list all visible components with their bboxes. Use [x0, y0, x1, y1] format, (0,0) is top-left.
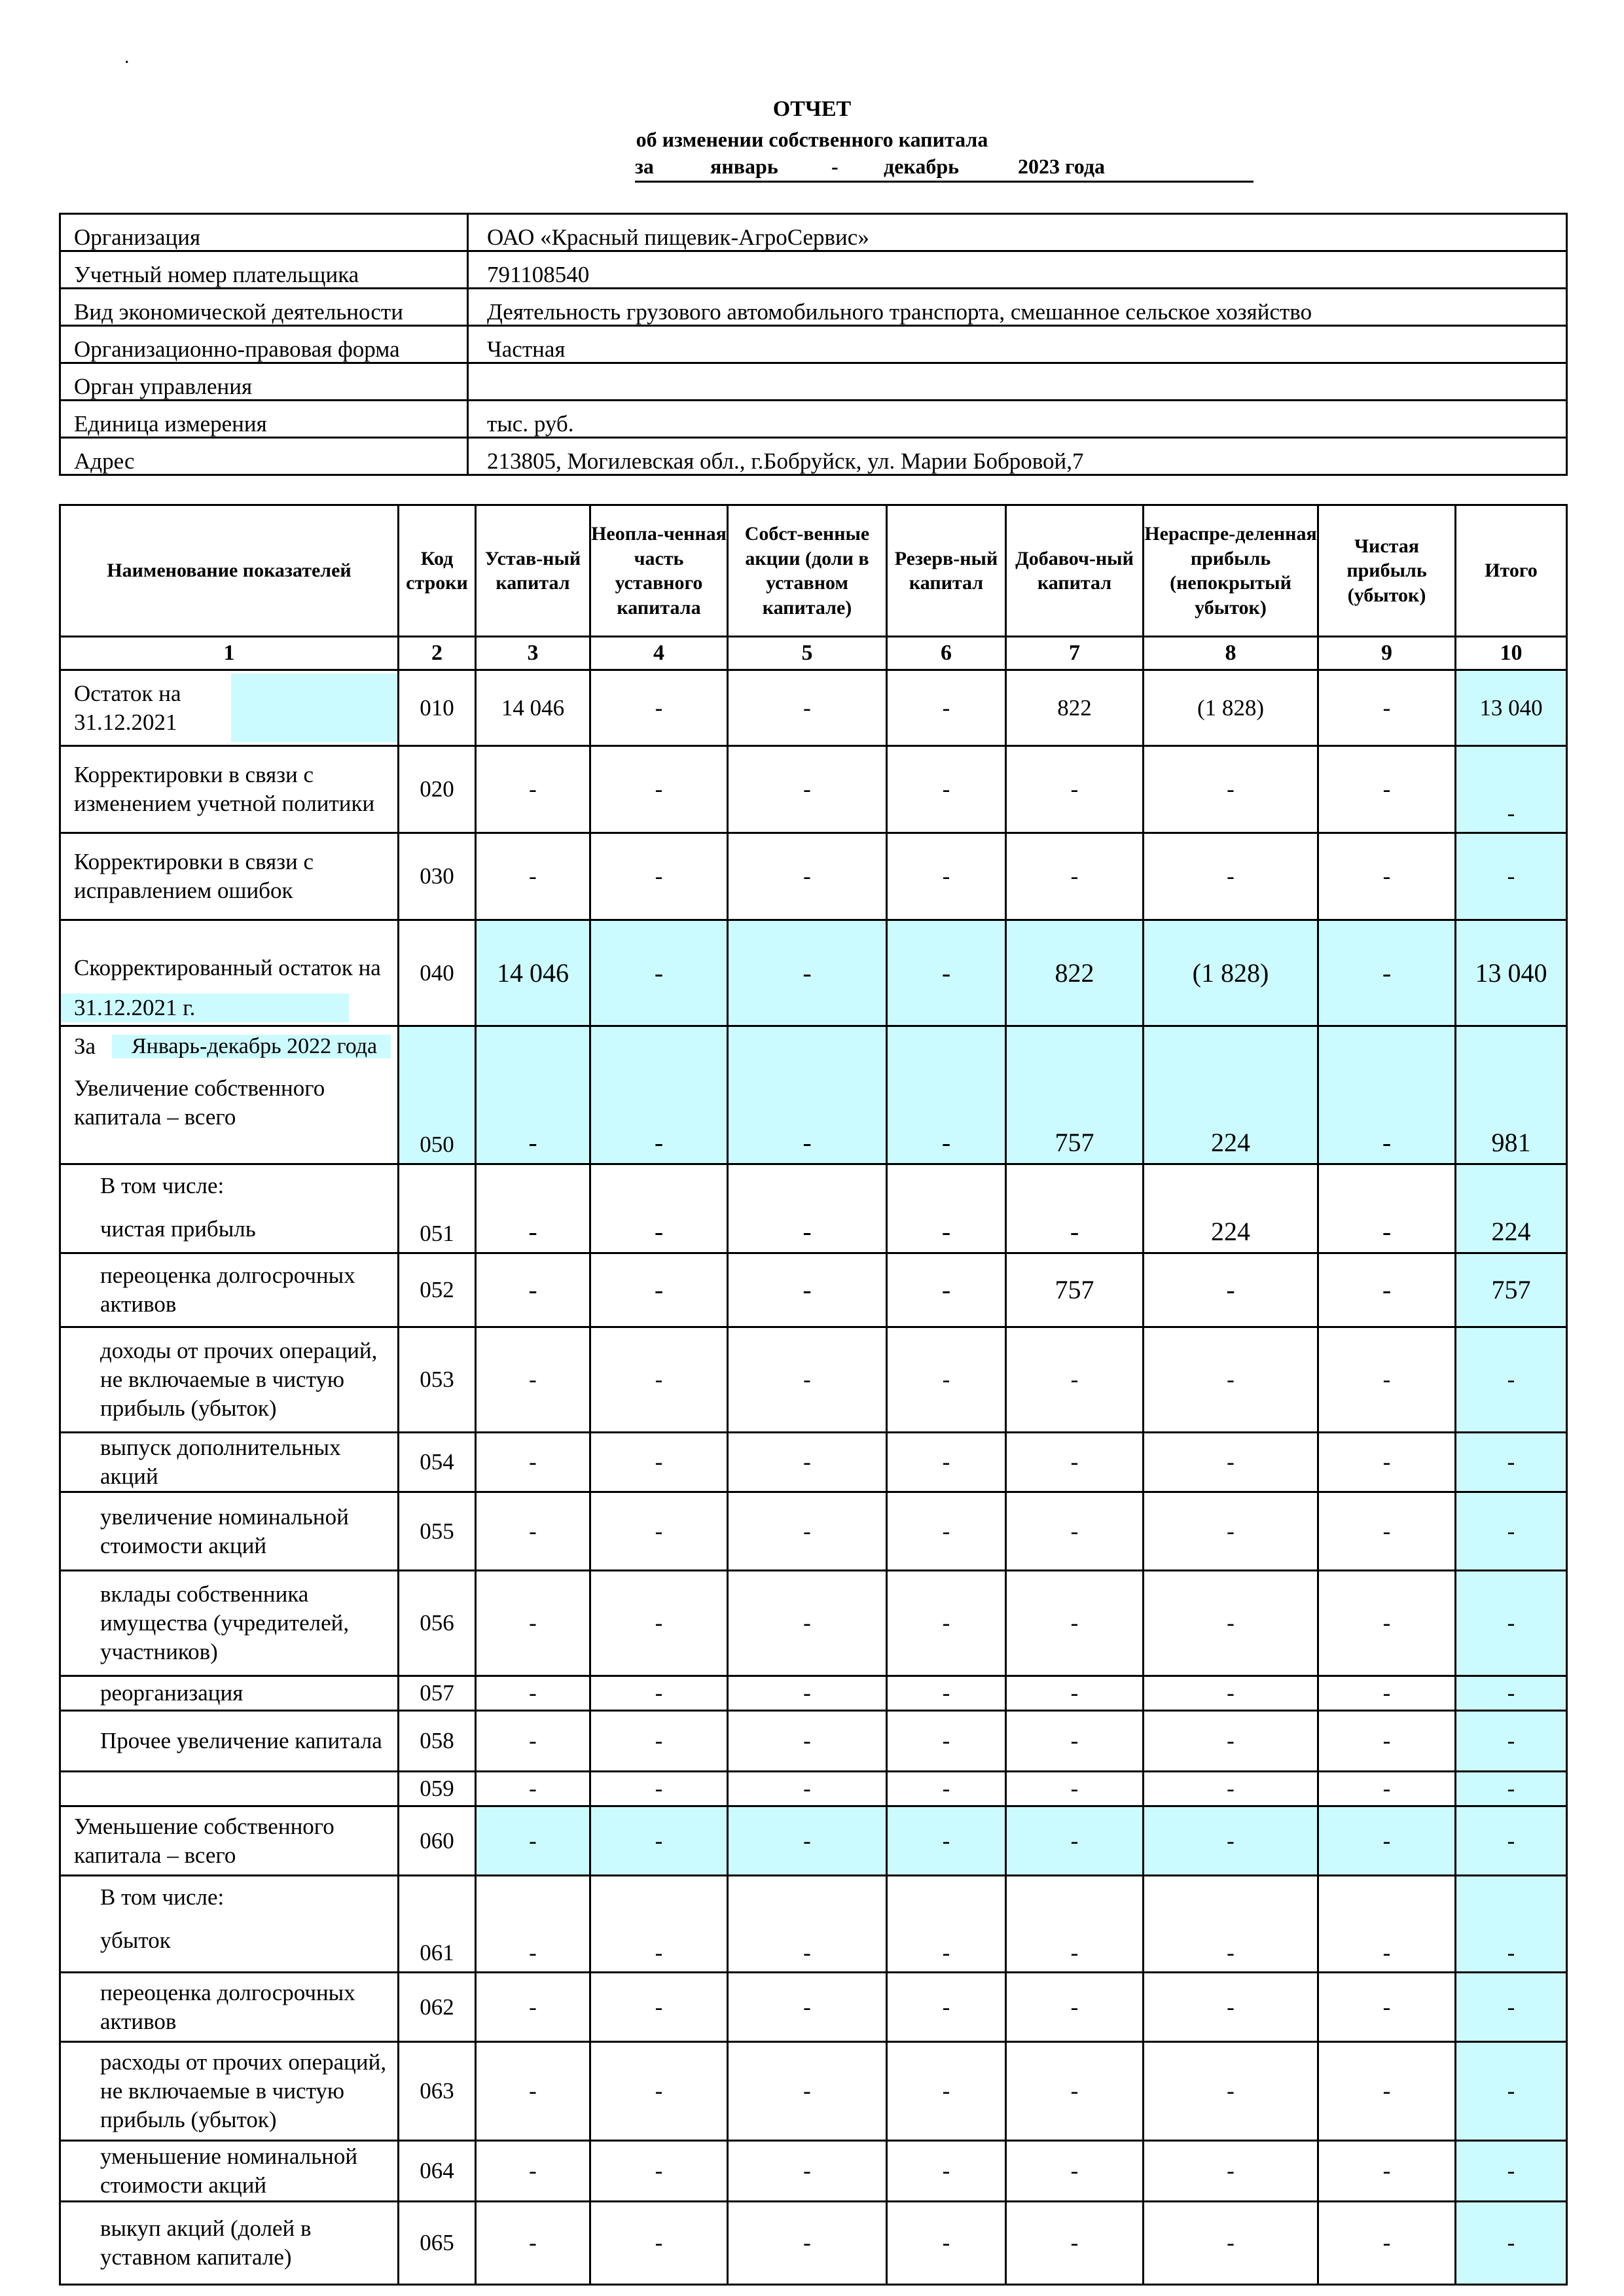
- value-cell: -: [887, 1433, 1006, 1492]
- value-cell: -: [728, 1772, 887, 1806]
- value-cell: -: [1144, 1327, 1318, 1433]
- value-cell: -: [1456, 2042, 1567, 2141]
- value-cell: 224: [1456, 1164, 1567, 1253]
- value-cell: -: [590, 746, 728, 833]
- value-cell: -: [590, 1492, 728, 1571]
- value-cell: -: [476, 2202, 590, 2285]
- row-name: [60, 1772, 399, 1806]
- column-number: 3: [476, 637, 590, 670]
- value-cell: -: [728, 1973, 887, 2042]
- table-row: [60, 1026, 1567, 1164]
- value-cell: -: [728, 1806, 887, 1876]
- column-header: Устав-ный капитал: [476, 505, 590, 637]
- value-cell: 822: [1006, 670, 1144, 746]
- column-header: Итого: [1456, 505, 1567, 637]
- value-cell: -: [1006, 2202, 1144, 2285]
- row-code: 062: [399, 1973, 476, 2042]
- row-name: [60, 1026, 399, 1164]
- period-to: декабрь: [884, 154, 960, 178]
- info-row: [60, 326, 1567, 363]
- period-prefix: за: [635, 154, 654, 178]
- value-cell: -: [887, 833, 1006, 920]
- value-cell: -: [476, 1253, 590, 1327]
- row-code: 065: [399, 2202, 476, 2285]
- value-cell: -: [476, 2042, 590, 2141]
- value-cell: -: [1456, 1492, 1567, 1571]
- value-cell: -: [1318, 1676, 1456, 1711]
- table-row: [60, 1772, 1567, 1806]
- row-code: 054: [399, 1433, 476, 1492]
- value-cell: -: [1144, 2202, 1318, 2285]
- table-row: [60, 1876, 1567, 1973]
- value-cell: 14 046: [476, 920, 590, 1026]
- value-cell: -: [1006, 1571, 1144, 1676]
- row-code: 063: [399, 2042, 476, 2141]
- info-row: [60, 289, 1567, 326]
- row-name: уменьшение номинальной стоимости акций: [60, 2141, 399, 2202]
- column-number: 8: [1144, 637, 1318, 670]
- column-header: Код строки: [399, 505, 476, 637]
- value-cell: -: [1318, 1711, 1456, 1772]
- value-cell: -: [1318, 746, 1456, 833]
- value-cell: -: [1006, 1492, 1144, 1571]
- value-cell: -: [728, 2042, 887, 2141]
- value-cell: -: [1144, 1711, 1318, 1772]
- row-intro: В том числе:: [100, 1173, 225, 1198]
- value-cell: -: [1318, 920, 1456, 1026]
- value-cell: -: [1318, 1571, 1456, 1676]
- value-cell: -: [1144, 1676, 1318, 1711]
- value-cell: -: [1318, 1492, 1456, 1571]
- info-value: тыс. руб.: [468, 401, 1567, 438]
- table-row: [60, 670, 1567, 746]
- value-cell: -: [1144, 1253, 1318, 1327]
- row-name: выкуп акций (долей в уставном капитале): [60, 2202, 399, 2285]
- row-name: переоценка долгосрочных активов: [60, 1253, 399, 1327]
- row-name: [60, 1164, 399, 1253]
- table-row: [60, 2141, 1567, 2202]
- value-cell: -: [476, 2141, 590, 2202]
- row-name-label: [61, 671, 231, 745]
- period-dash: -: [831, 154, 839, 178]
- value-cell: (1 828): [1144, 920, 1318, 1026]
- row-code: 020: [399, 746, 476, 833]
- value-cell: -: [1456, 1806, 1567, 1876]
- value-cell: -: [590, 1876, 728, 1973]
- row-name-text: Увеличение собственного капитала – всего: [74, 1075, 325, 1130]
- row-code: 055: [399, 1492, 476, 1571]
- row-name: реорганизация: [60, 1676, 399, 1711]
- row-name: увеличение номинальной стоимости акций: [60, 1492, 399, 1571]
- value-cell: -: [1318, 1164, 1456, 1253]
- value-cell: 757: [1006, 1253, 1144, 1327]
- value-cell: 14 046: [476, 670, 590, 746]
- column-number-row: [60, 637, 1567, 670]
- row-name-date: 31.12.2021 г.: [61, 994, 349, 1022]
- period-prefix: За: [74, 1033, 96, 1059]
- value-cell: -: [1318, 1327, 1456, 1433]
- value-cell: -: [728, 1876, 887, 1973]
- value-cell: -: [1318, 2202, 1456, 2285]
- row-code: 061: [399, 1876, 476, 1973]
- row-name-wrap: [61, 671, 397, 745]
- value-cell: -: [476, 1433, 590, 1492]
- value-cell: 13 040: [1456, 920, 1567, 1026]
- value-cell: -: [1006, 746, 1144, 833]
- table-row: [60, 1973, 1567, 2042]
- value-cell: -: [476, 1711, 590, 1772]
- info-label: Адрес: [60, 438, 468, 475]
- value-cell: -: [476, 1327, 590, 1433]
- period-value: Январь-декабрь 2022 года: [112, 1035, 391, 1058]
- value-cell: -: [887, 1571, 1006, 1676]
- value-cell: -: [1456, 2141, 1567, 2202]
- row-name: Уменьшение собственного капитала – всего: [60, 1806, 399, 1876]
- value-cell: -: [1318, 833, 1456, 920]
- row-name-part: Скорректированный остаток на: [74, 954, 381, 980]
- table-row: [60, 1711, 1567, 1772]
- column-number: 6: [887, 637, 1006, 670]
- value-cell: -: [1006, 1433, 1144, 1492]
- equity-changes-table: [59, 504, 1568, 2286]
- row-code: 056: [399, 1571, 476, 1676]
- value-cell: -: [1318, 1026, 1456, 1164]
- value-cell: -: [1456, 1772, 1567, 1806]
- value-cell: -: [728, 1433, 887, 1492]
- value-cell: -: [728, 1571, 887, 1676]
- value-cell: -: [1318, 1973, 1456, 2042]
- info-label: Орган управления: [60, 363, 468, 401]
- row-code: 053: [399, 1327, 476, 1433]
- value-cell: -: [728, 1164, 887, 1253]
- value-cell: -: [590, 1772, 728, 1806]
- value-cell: -: [887, 1327, 1006, 1433]
- value-cell: -: [887, 1711, 1006, 1772]
- value-cell: -: [1144, 1876, 1318, 1973]
- row-code: 057: [399, 1676, 476, 1711]
- value-cell: -: [728, 1253, 887, 1327]
- info-value: Частная: [468, 326, 1567, 363]
- info-label: Вид экономической деятельности: [60, 289, 468, 326]
- value-cell: -: [1318, 1433, 1456, 1492]
- value-cell: -: [887, 2042, 1006, 2141]
- value-cell: -: [476, 1806, 590, 1876]
- value-cell: -: [728, 746, 887, 833]
- row-name: вклады собственника имущества (учредителей, участников): [60, 1571, 399, 1676]
- info-row: [60, 214, 1567, 251]
- row-code: 040: [399, 920, 476, 1026]
- column-header: Нераспре-деленная прибыль (непокрытый убыток): [1144, 505, 1318, 637]
- info-row: [60, 251, 1567, 289]
- report-subtitle: об изменении собственного капитала: [636, 128, 988, 151]
- value-cell: -: [1006, 2042, 1144, 2141]
- value-cell: -: [887, 670, 1006, 746]
- value-cell: -: [1144, 1973, 1318, 2042]
- row-name: [60, 920, 399, 1026]
- info-value: 791108540: [468, 251, 1567, 289]
- value-cell: -: [1456, 833, 1567, 920]
- value-cell: 224: [1144, 1026, 1318, 1164]
- value-cell: -: [1144, 1806, 1318, 1876]
- value-cell: -: [728, 670, 887, 746]
- info-row: [60, 438, 1567, 475]
- table-row: [60, 1806, 1567, 1876]
- row-code: 064: [399, 2141, 476, 2202]
- value-cell: -: [590, 2042, 728, 2141]
- value-cell: 224: [1144, 1164, 1318, 1253]
- value-cell: -: [1144, 1492, 1318, 1571]
- value-cell: -: [476, 1876, 590, 1973]
- table-row: [60, 2202, 1567, 2285]
- info-row: [60, 363, 1567, 401]
- row-code: 050: [399, 1026, 476, 1164]
- column-number: 2: [399, 637, 476, 670]
- value-cell: -: [728, 1676, 887, 1711]
- value-cell: -: [1144, 1571, 1318, 1676]
- value-cell: -: [887, 1876, 1006, 1973]
- value-cell: -: [476, 746, 590, 833]
- value-cell: -: [590, 2202, 728, 2285]
- value-cell: -: [590, 2141, 728, 2202]
- row-code: 030: [399, 833, 476, 920]
- report-title: ОТЧЕТ: [772, 97, 852, 121]
- column-header: Неопла-ченная часть уставного капитала: [590, 505, 728, 637]
- value-cell: -: [1006, 1164, 1144, 1253]
- table-row: [60, 920, 1567, 1026]
- row-name: Прочее увеличение капитала: [60, 1711, 399, 1772]
- value-cell: -: [728, 833, 887, 920]
- value-cell: -: [1006, 1806, 1144, 1876]
- value-cell: -: [1144, 2042, 1318, 2141]
- value-cell: -: [887, 1026, 1006, 1164]
- table-row: [60, 746, 1567, 833]
- info-row: [60, 401, 1567, 438]
- column-header: Добавоч-ный капитал: [1006, 505, 1144, 637]
- value-cell: -: [1006, 1973, 1144, 2042]
- value-cell: -: [887, 746, 1006, 833]
- value-cell: 757: [1006, 1026, 1144, 1164]
- period-from: январь: [710, 154, 778, 178]
- value-cell: -: [590, 1711, 728, 1772]
- value-cell: -: [1006, 2141, 1144, 2202]
- value-cell: -: [1456, 1571, 1567, 1676]
- value-cell: -: [1318, 2141, 1456, 2202]
- column-header: Чистая прибыль (убыток): [1318, 505, 1456, 637]
- value-cell: -: [1006, 1327, 1144, 1433]
- period-year: 2023 года: [1018, 154, 1105, 178]
- value-cell: -: [1144, 1772, 1318, 1806]
- value-cell: -: [590, 1253, 728, 1327]
- value-cell: -: [476, 833, 590, 920]
- value-cell: -: [590, 1433, 728, 1492]
- column-header: Собст-венные акции (доли в уставном капитале): [728, 505, 887, 637]
- row-intro: В том числе:: [100, 1884, 225, 1910]
- value-cell: -: [590, 1164, 728, 1253]
- value-cell: -: [887, 1806, 1006, 1876]
- row-name-text: чистая прибыль: [100, 1215, 256, 1242]
- header-row: [60, 505, 1567, 637]
- value-cell: -: [1318, 1806, 1456, 1876]
- row-code: 058: [399, 1711, 476, 1772]
- page-marker: .: [124, 46, 130, 67]
- value-cell: -: [1318, 1876, 1456, 1973]
- table-row: [60, 1164, 1567, 1253]
- value-cell: -: [887, 1973, 1006, 2042]
- row-name: переоценка долгосрочных активов: [60, 1973, 399, 2042]
- value-cell: -: [1318, 1253, 1456, 1327]
- organization-info-table: [59, 213, 1568, 476]
- row-name: Корректировки в связи с изменением учетной политики: [60, 746, 399, 833]
- row-code: 060: [399, 1806, 476, 1876]
- info-label: Учетный номер плательщика: [60, 251, 468, 289]
- info-label: Организационно-правовая форма: [60, 326, 468, 363]
- value-cell: -: [590, 1973, 728, 2042]
- value-cell: -: [590, 1571, 728, 1676]
- value-cell: -: [1006, 1676, 1144, 1711]
- row-name: расходы от прочих операций, не включаемые в чистую прибыль (убыток): [60, 2042, 399, 2141]
- column-header: Наименование показателей: [60, 505, 399, 637]
- value-cell: 757: [1456, 1253, 1567, 1327]
- row-name: Корректировки в связи с исправлением ошибок: [60, 833, 399, 920]
- column-number: 5: [728, 637, 887, 670]
- row-name-highlight: [231, 673, 397, 742]
- value-cell: -: [887, 1772, 1006, 1806]
- value-cell: -: [887, 1164, 1006, 1253]
- value-cell: -: [590, 670, 728, 746]
- value-cell: -: [728, 920, 887, 1026]
- row-code: 051: [399, 1164, 476, 1253]
- value-cell: 13 040: [1456, 670, 1567, 746]
- value-cell: -: [476, 1492, 590, 1571]
- value-cell: -: [887, 2141, 1006, 2202]
- value-cell: 822: [1006, 920, 1144, 1026]
- value-cell: -: [728, 1327, 887, 1433]
- value-cell: -: [728, 2141, 887, 2202]
- table-row: [60, 1433, 1567, 1492]
- value-cell: -: [1318, 670, 1456, 746]
- value-cell: -: [887, 1676, 1006, 1711]
- info-value: Деятельность грузового автомобильного транспорта, смешанное сельское хозяйство: [468, 289, 1567, 326]
- value-cell: -: [887, 1253, 1006, 1327]
- row-name: [60, 670, 399, 746]
- table-row: [60, 2042, 1567, 2141]
- value-cell: -: [476, 1772, 590, 1806]
- value-cell: -: [590, 1676, 728, 1711]
- info-label: Организация: [60, 214, 468, 251]
- row-code: 052: [399, 1253, 476, 1327]
- value-cell: -: [476, 1676, 590, 1711]
- value-cell: -: [1006, 1876, 1144, 1973]
- value-cell: -: [1456, 1876, 1567, 1973]
- row-name-date: 31.12.2021: [74, 709, 177, 735]
- value-cell: -: [1456, 2202, 1567, 2285]
- value-cell: -: [1456, 1676, 1567, 1711]
- table-row: [60, 1492, 1567, 1571]
- value-cell: -: [728, 1492, 887, 1571]
- column-number: 4: [590, 637, 728, 670]
- row-code: 059: [399, 1772, 476, 1806]
- info-value: [468, 363, 1567, 401]
- value-cell: -: [1456, 1327, 1567, 1433]
- period-line: [74, 1032, 391, 1061]
- table-row: [60, 1676, 1567, 1711]
- info-value: 213805, Могилевская обл., г.Бобруйск, ул. Марии Бобровой,7: [468, 438, 1567, 475]
- row-name-text: убыток: [100, 1927, 171, 1953]
- value-cell: 981: [1456, 1026, 1567, 1164]
- value-cell: -: [728, 1026, 887, 1164]
- value-cell: -: [1456, 1711, 1567, 1772]
- row-name: выпуск дополнительных акций: [60, 1433, 399, 1492]
- row-code: 010: [399, 670, 476, 746]
- column-number: 7: [1006, 637, 1144, 670]
- value-cell: -: [476, 1973, 590, 2042]
- value-cell: -: [887, 1492, 1006, 1571]
- value-cell: -: [1144, 833, 1318, 920]
- value-cell: -: [887, 920, 1006, 1026]
- value-cell: -: [1144, 746, 1318, 833]
- column-number: 9: [1318, 637, 1456, 670]
- row-name: [60, 1876, 399, 1973]
- info-value: ОАО «Красный пищевик-АгроСервис»: [468, 214, 1567, 251]
- column-header: Резерв-ный капитал: [887, 505, 1006, 637]
- value-cell: -: [1318, 2042, 1456, 2141]
- row-name: доходы от прочих операций, не включаемые в чистую прибыль (убыток): [60, 1327, 399, 1433]
- value-cell: -: [476, 1571, 590, 1676]
- value-cell: -: [1144, 2141, 1318, 2202]
- column-number: 10: [1456, 637, 1567, 670]
- table-row: [60, 833, 1567, 920]
- row-name-part: Остаток на: [74, 680, 181, 706]
- info-label: Единица измерения: [60, 401, 468, 438]
- value-cell: (1 828): [1144, 670, 1318, 746]
- value-cell: -: [1006, 833, 1144, 920]
- value-cell: -: [590, 920, 728, 1026]
- value-cell: -: [590, 833, 728, 920]
- value-cell: -: [887, 2202, 1006, 2285]
- table-row: [60, 1571, 1567, 1676]
- value-cell: -: [1006, 1711, 1144, 1772]
- value-cell: -: [476, 1026, 590, 1164]
- value-cell: -: [1456, 1433, 1567, 1492]
- table-row: [60, 1327, 1567, 1433]
- report-period: [635, 154, 1254, 183]
- value-cell: -: [1144, 1433, 1318, 1492]
- value-cell: -: [590, 1806, 728, 1876]
- value-cell: -: [590, 1327, 728, 1433]
- value-cell: -: [590, 1026, 728, 1164]
- table-row: [60, 1253, 1567, 1327]
- column-number: 1: [60, 637, 399, 670]
- value-cell: -: [1318, 1772, 1456, 1806]
- value-cell: -: [1006, 1772, 1144, 1806]
- value-cell: -: [1456, 746, 1567, 833]
- value-cell: -: [728, 1711, 887, 1772]
- value-cell: -: [728, 2202, 887, 2285]
- value-cell: -: [1456, 1973, 1567, 2042]
- value-cell: -: [476, 1164, 590, 1253]
